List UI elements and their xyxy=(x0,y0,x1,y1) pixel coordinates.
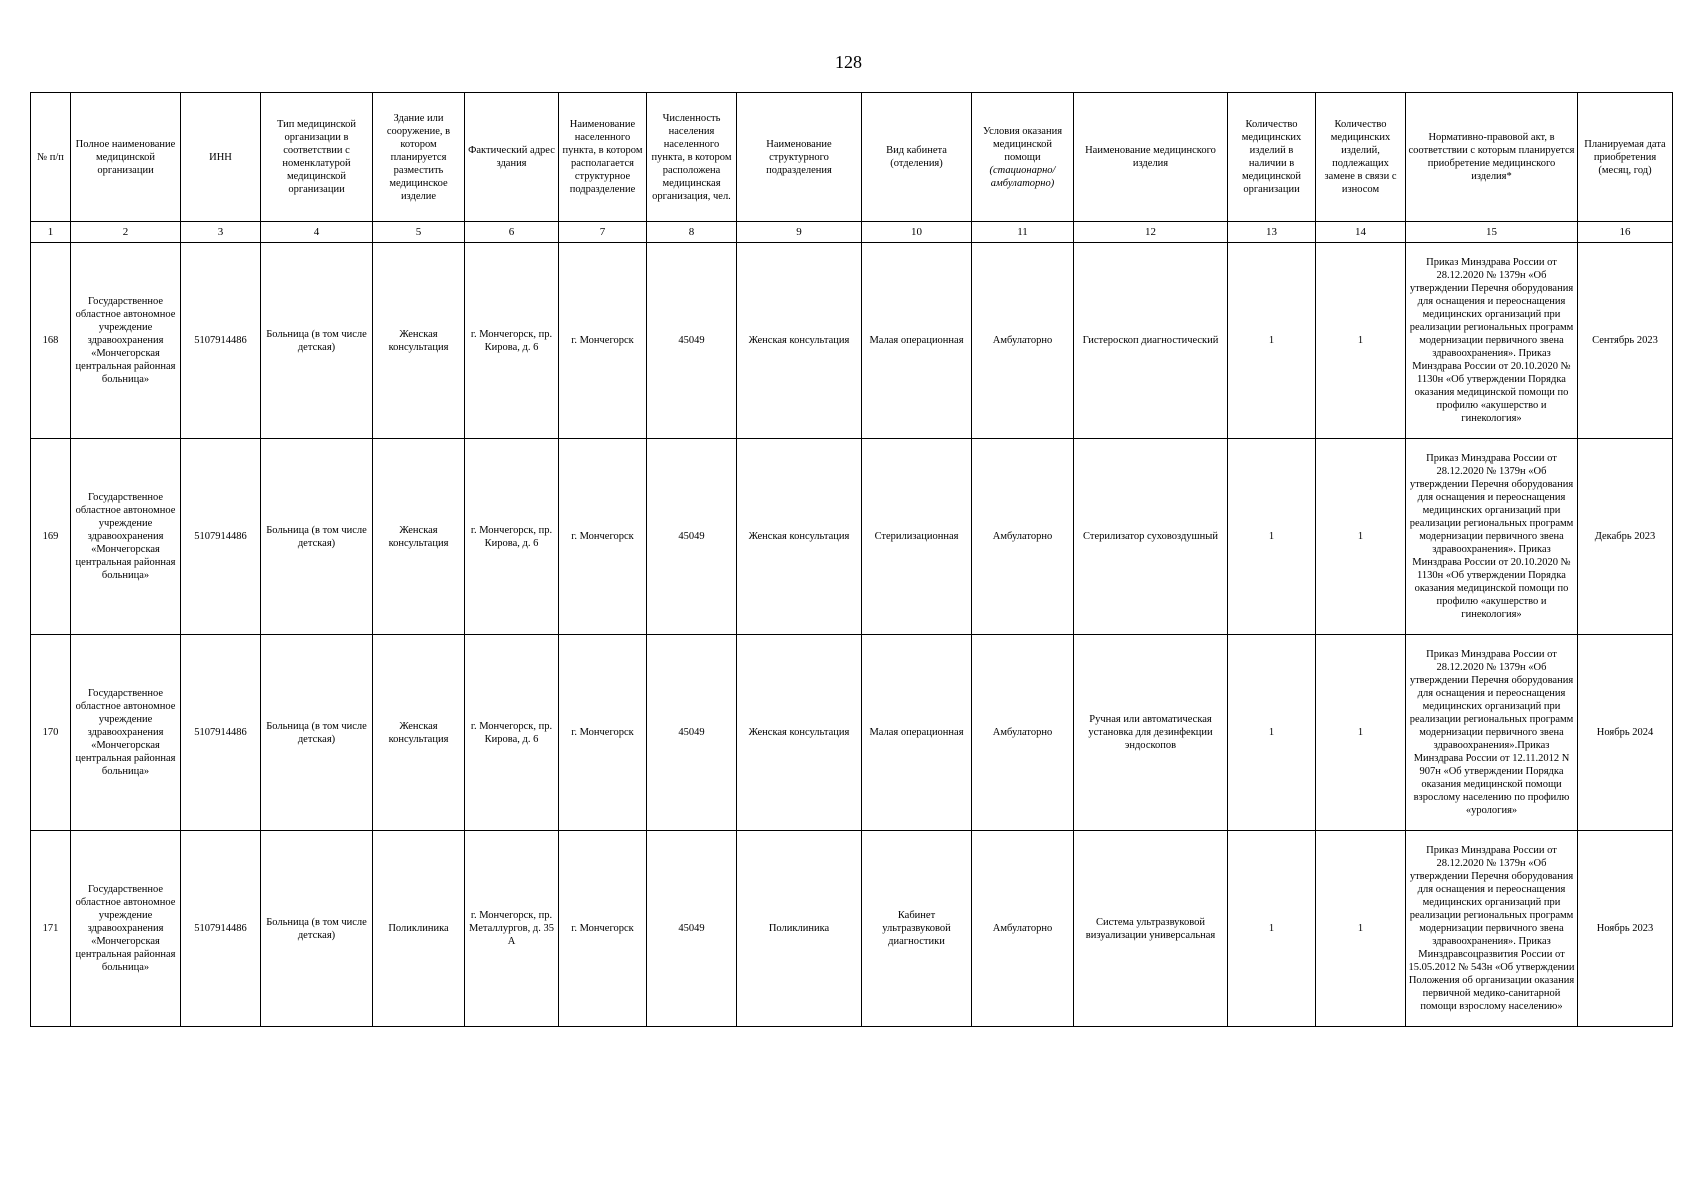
planned-date: Декабрь 2023 xyxy=(1578,439,1673,635)
room-type: Стерилизационная xyxy=(862,439,972,635)
locality: г. Мончегорск xyxy=(559,439,647,635)
legal-act: Приказ Минздрава России от 28.12.2020 № 1379н «Об утверждении Перечня оборудования для оснащения и переоснащения медицинских организаций при реализации региональных программ модернизации первичного звена здравоохранения». Приказ Минздрава России от 20.10.2020 № 1130н «Об утверждении Порядка оказания медицинской помощи по профилю «акушерство и гинекология» xyxy=(1406,439,1578,635)
column-number: 12 xyxy=(1074,222,1228,243)
device-name: Система ультразвуковой визуализации универсальная xyxy=(1074,831,1228,1027)
equipment-table xyxy=(30,92,1673,1027)
column-number: 15 xyxy=(1406,222,1578,243)
room-type: Малая операционная xyxy=(862,243,972,439)
column-number: 16 xyxy=(1578,222,1673,243)
header-cell: Тип медицинской организации в соответствии с номенклатурой медицинской организации xyxy=(261,93,373,222)
column-number: 5 xyxy=(373,222,465,243)
page-number: 128 xyxy=(835,52,862,72)
column-number: 7 xyxy=(559,222,647,243)
table-row xyxy=(31,243,1673,439)
row-number: 169 xyxy=(31,439,71,635)
organization-type: Больница (в том числе детская) xyxy=(261,831,373,1027)
header-cell: Количество медицинских изделий в наличии в медицинской организации xyxy=(1228,93,1316,222)
care-conditions: Амбулаторно xyxy=(972,439,1074,635)
address: г. Мончегорск, пр. Кирова, д. 6 xyxy=(465,439,559,635)
locality: г. Мончегорск xyxy=(559,243,647,439)
inn: 5107914486 xyxy=(181,243,261,439)
row-number: 170 xyxy=(31,635,71,831)
care-conditions: Амбулаторно xyxy=(972,243,1074,439)
structural-unit: Поликлиника xyxy=(737,831,862,1027)
column-number: 11 xyxy=(972,222,1074,243)
row-number: 168 xyxy=(31,243,71,439)
device-name: Ручная или автоматическая установка для дезинфекции эндоскопов xyxy=(1074,635,1228,831)
room-type: Малая операционная xyxy=(862,635,972,831)
device-name: Гистероскоп диагностический xyxy=(1074,243,1228,439)
organization-type: Больница (в том числе детская) xyxy=(261,635,373,831)
population: 45049 xyxy=(647,243,737,439)
table-row xyxy=(31,439,1673,635)
legal-act: Приказ Минздрава России от 28.12.2020 № 1379н «Об утверждении Перечня оборудования для оснащения и переоснащения медицинских организаций при реализации региональных программ модернизации первичного звена здравоохранения». Приказ Минздравсоцразвития России от 15.05.2012 № 543н «Об утверждении Положения об организации оказания первичной медико-санитарной помощи взрослому населению» xyxy=(1406,831,1578,1027)
population: 45049 xyxy=(647,831,737,1027)
devices-available: 1 xyxy=(1228,831,1316,1027)
column-number: 6 xyxy=(465,222,559,243)
structural-unit: Женская консультация xyxy=(737,635,862,831)
column-number: 13 xyxy=(1228,222,1316,243)
care-conditions: Амбулаторно xyxy=(972,635,1074,831)
header-cell: Наименование населенного пункта, в котором располагается структурное подразделение xyxy=(559,93,647,222)
legal-act: Приказ Минздрава России от 28.12.2020 № 1379н «Об утверждении Перечня оборудования для оснащения и переоснащения медицинских организаций при реализации региональных программ модернизации первичного звена здравоохранения».Приказ Минздрава России от 12.11.2012 N 907н «Об утверждении Порядка оказания медицинской помощи взрослому населению по профилю «урология» xyxy=(1406,635,1578,831)
address: г. Мончегорск, пр. Кирова, д. 6 xyxy=(465,243,559,439)
column-number: 14 xyxy=(1316,222,1406,243)
column-number: 10 xyxy=(862,222,972,243)
table-row xyxy=(31,831,1673,1027)
building: Женская консультация xyxy=(373,635,465,831)
header-cell: Полное наименование медицинской организации xyxy=(71,93,181,222)
address: г. Мончегорск, пр. Кирова, д. 6 xyxy=(465,635,559,831)
care-conditions: Амбулаторно xyxy=(972,831,1074,1027)
planned-date: Ноябрь 2024 xyxy=(1578,635,1673,831)
column-number: 8 xyxy=(647,222,737,243)
header-cell: № п/п xyxy=(31,93,71,222)
header-cell-italic: (стационарно/ амбулаторно) xyxy=(989,164,1056,189)
inn: 5107914486 xyxy=(181,831,261,1027)
planned-date: Сентябрь 2023 xyxy=(1578,243,1673,439)
header-cell: Здание или сооружение, в котором планируется разместить медицинское изделие xyxy=(373,93,465,222)
device-name: Стерилизатор суховоздушный xyxy=(1074,439,1228,635)
header-cell: ИНН xyxy=(181,93,261,222)
organization-name: Государственное областное автономное учреждение здравоохранения «Мончегорская центральная районная больница» xyxy=(71,635,181,831)
planned-date: Ноябрь 2023 xyxy=(1578,831,1673,1027)
table-row xyxy=(31,635,1673,831)
population: 45049 xyxy=(647,635,737,831)
header-cell: Наименование структурного подразделения xyxy=(737,93,862,222)
devices-available: 1 xyxy=(1228,635,1316,831)
devices-to-replace: 1 xyxy=(1316,439,1406,635)
row-number: 171 xyxy=(31,831,71,1027)
locality: г. Мончегорск xyxy=(559,831,647,1027)
column-number: 3 xyxy=(181,222,261,243)
header-cell: Нормативно-правовой акт, в соответствии с которым планируется приобретение медицинского изделия* xyxy=(1406,93,1578,222)
header-cell: Численность населения населенного пункта, в котором расположена медицинская организация, чел. xyxy=(647,93,737,222)
inn: 5107914486 xyxy=(181,439,261,635)
header-cell xyxy=(972,93,1074,222)
structural-unit: Женская консультация xyxy=(737,243,862,439)
devices-to-replace: 1 xyxy=(1316,635,1406,831)
room-type: Кабинет ультразвуковой диагностики xyxy=(862,831,972,1027)
header-cell: Количество медицинских изделий, подлежащих замене в связи с износом xyxy=(1316,93,1406,222)
organization-name: Государственное областное автономное учреждение здравоохранения «Мончегорская центральная районная больница» xyxy=(71,243,181,439)
building: Поликлиника xyxy=(373,831,465,1027)
building: Женская консультация xyxy=(373,243,465,439)
column-number: 1 xyxy=(31,222,71,243)
header-cell: Вид кабинета (отделения) xyxy=(862,93,972,222)
header-cell: Планируемая дата приобретения (месяц, год) xyxy=(1578,93,1673,222)
devices-to-replace: 1 xyxy=(1316,831,1406,1027)
header-row xyxy=(31,93,1673,222)
organization-name: Государственное областное автономное учреждение здравоохранения «Мончегорская центральная районная больница» xyxy=(71,831,181,1027)
address: г. Мончегорск, пр. Металлургов, д. 35 А xyxy=(465,831,559,1027)
locality: г. Мончегорск xyxy=(559,635,647,831)
devices-available: 1 xyxy=(1228,243,1316,439)
devices-to-replace: 1 xyxy=(1316,243,1406,439)
column-number: 9 xyxy=(737,222,862,243)
devices-available: 1 xyxy=(1228,439,1316,635)
column-number: 4 xyxy=(261,222,373,243)
column-number: 2 xyxy=(71,222,181,243)
column-number-row xyxy=(31,222,1673,243)
header-cell: Наименование медицинского изделия xyxy=(1074,93,1228,222)
header-cell: Фактический адрес здания xyxy=(465,93,559,222)
structural-unit: Женская консультация xyxy=(737,439,862,635)
organization-type: Больница (в том числе детская) xyxy=(261,439,373,635)
organization-type: Больница (в том числе детская) xyxy=(261,243,373,439)
header-cell-text: Условия оказания медицинской помощи xyxy=(982,125,1063,163)
organization-name: Государственное областное автономное учреждение здравоохранения «Мончегорская центральная районная больница» xyxy=(71,439,181,635)
building: Женская консультация xyxy=(373,439,465,635)
population: 45049 xyxy=(647,439,737,635)
legal-act: Приказ Минздрава России от 28.12.2020 № 1379н «Об утверждении Перечня оборудования для оснащения и переоснащения медицинских организаций при реализации региональных программ модернизации первичного звена здравоохранения». Приказ Минздрава России от 20.10.2020 № 1130н «Об утверждении Порядка оказания медицинской помощи по профилю «акушерство и гинекология» xyxy=(1406,243,1578,439)
inn: 5107914486 xyxy=(181,635,261,831)
